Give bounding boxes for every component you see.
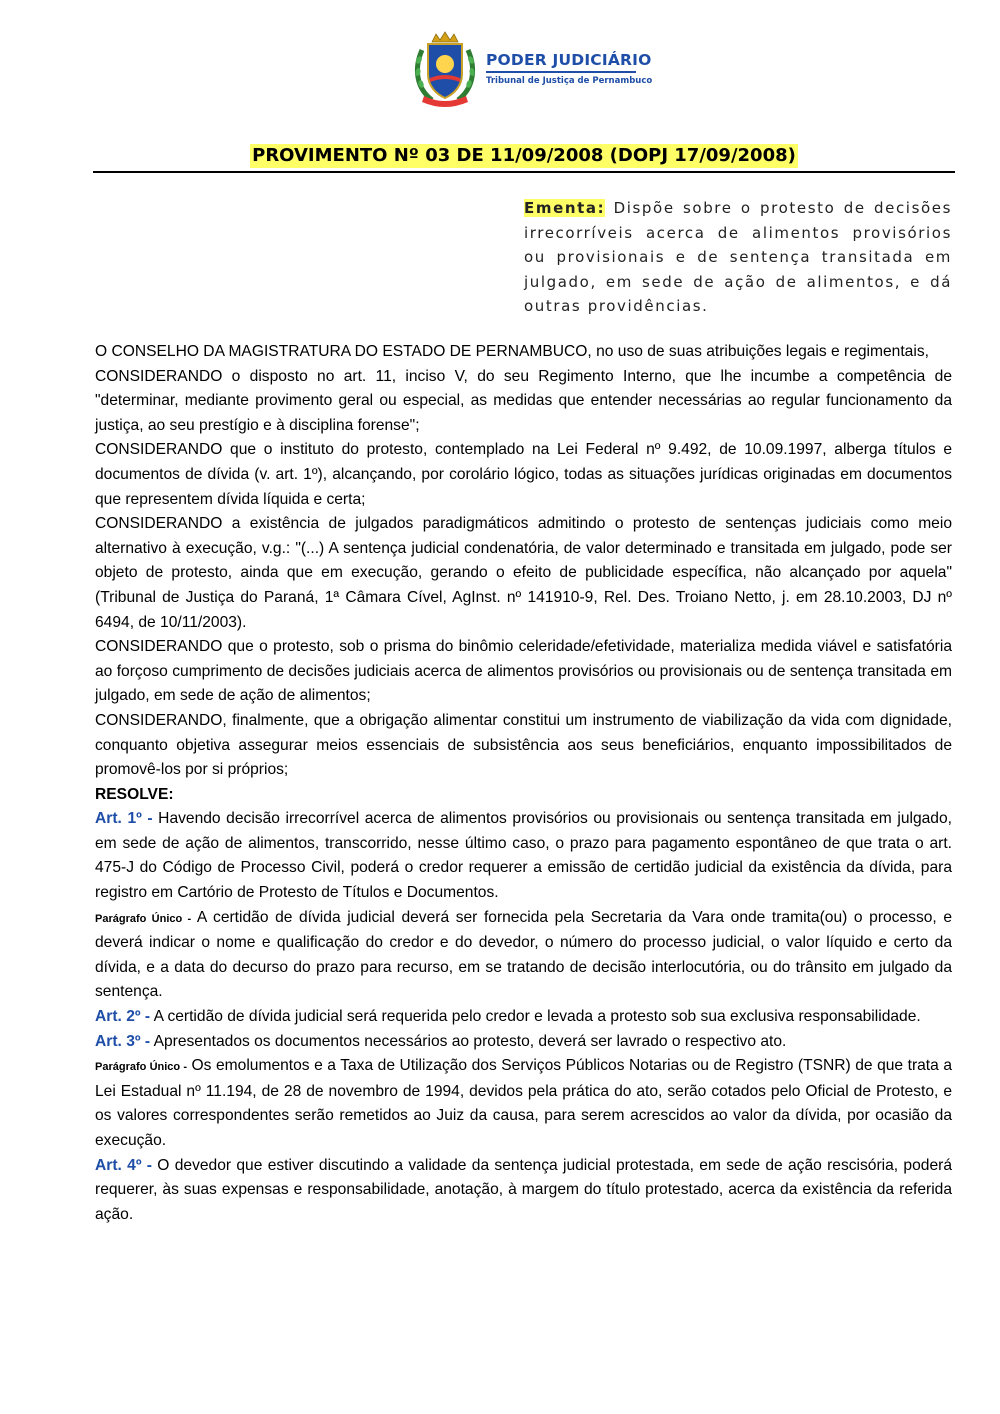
ementa: [524, 196, 952, 319]
article-2-text: A certidão de dívida judicial será requerida pelo credor e levada a protesto sob sua exclusiva responsabilidade.: [150, 1008, 921, 1026]
brand-divider: [486, 71, 636, 73]
resolve-heading: RESOLVE:: [95, 785, 174, 803]
considerando-3: CONSIDERANDO a existência de julgados paradigmáticos admitindo o protesto de sentenças judiciais como meio alternativo à execução, v.g.: "(...) A sentença judicial condenatória, de valor determinado e transitada em julgado, pode ser objeto de protesto, ainda que em execução, gerando o efeito de publicidade específica, não alcançado por aquela" (Tribunal de Justiça do Paraná, 1ª Câmara Cível, AgInst. nº 141910-9, Rel. Des. Troiano Netto, j. em 28.10.2003, DJ nº 6494, de 10/11/2003).: [95, 515, 952, 631]
document-body: [95, 340, 952, 1227]
document-title: PROVIMENTO Nº 03 DE 11/09/2008 (DOPJ 17/09/2008): [252, 145, 796, 166]
article-4-label: Art. 4º -: [95, 1156, 153, 1174]
article-2: [95, 1005, 952, 1030]
article-3-text: Apresentados os documentos necessários ao protesto, deverá ser lavrado o respectivo ato.: [150, 1032, 787, 1050]
title-block: [93, 144, 955, 168]
paragraph-3-text: Os emolumentos e a Taxa de Utilização dos Serviços Públicos Notarias ou de Registro (TSNR) de que trata a Lei Estadual nº 11.194, de 28 de novembro de 1994, devidos pela prática do ato, serão cotados pelo Oficial de Protesto, e os valores correspondentes serão remetidos ao Juiz da causa, para serem acrescidos ao valor da dívida, por ocasião da execução.: [95, 1057, 952, 1149]
paragraph-1-label: Parágrafo Único -: [95, 912, 192, 925]
article-1: [95, 807, 952, 905]
coat-of-arms-icon: [410, 28, 480, 108]
brand-subtitle: Tribunal de Justiça de Pernambuco: [486, 75, 653, 86]
article-1-text: Havendo decisão irrecorrível acerca de alimentos provisórios ou provisionais ou sentença transitada em julgado, em sede de ação de alimentos, transcorrido, nesse último caso, o prazo para pagamento espontâneo de que trata o art. 475-J do Código de Processo Civil, poderá o credor requerer a emissão de certidão judicial da existência da dívida, para registro em Cartório de Protesto de Títulos e Documentos.: [95, 810, 952, 902]
preamble: O CONSELHO DA MAGISTRATURA DO ESTADO DE PERNAMBUCO, no uso de suas atribuições legais e regimentais,: [95, 343, 929, 360]
article-1-label: Art. 1º -: [95, 810, 153, 828]
article-3: [95, 1030, 952, 1055]
title-divider: [93, 171, 955, 173]
considerando-5: CONSIDERANDO, finalmente, que a obrigação alimentar constitui um instrumento de viabilização da vida com dignidade, conquanto objetiva assegurar meios essenciais de subsistência aos seus beneficiários, enquanto impossibilitados de promovê-los por si próprios;: [95, 711, 952, 779]
article-4-text: O devedor que estiver discutindo a validade da sentença judicial protestada, em sede de ação rescisória, poderá requerer, às suas expensas e responsabilidade, anotação, à margem do título protestado, acerca da existência da referida ação.: [95, 1156, 952, 1223]
article-3-label: Art. 3º -: [95, 1032, 151, 1050]
ementa-text: Dispõe sobre o protesto de decisões irrecorríveis acerca de alimentos provisórios ou provisionais e de sentença transitada em julgado, em sede de ação de alimentos, e dá outras providências.: [524, 199, 953, 315]
brand-block: [486, 51, 652, 86]
article-2-label: Art. 2º -: [95, 1008, 151, 1026]
page-header: [410, 28, 652, 108]
paragraph-3-label: Parágrafo Único -: [95, 1061, 188, 1074]
considerando-1: CONSIDERANDO o disposto no art. 11, inciso V, do seu Regimento Interno, que lhe incumbe a competência de "determinar, mediante provimento geral ou especial, as medidas que entender necessárias ao regular funcionamento da justiça, ao seu prestígio e à disciplina forense";: [95, 367, 952, 434]
considerando-4: CONSIDERANDO que o protesto, sob o prisma do binômio celeridade/efetividade, materializa medida viável e satisfatória ao forçoso cumprimento de decisões judiciais acerca de alimentos provisórios ou provisionais ou de sentença transitada em julgado, em sede de ação de alimentos;: [95, 638, 952, 705]
article-3-paragraph: [95, 1054, 952, 1153]
paragraph-1-text: A certidão de dívida judicial deverá ser fornecida pela Secretaria da Vara onde tramita(ou) o processo, e deverá indicar o nome e qualificação do credor e do devedor, o número do processo judicial, o valor líquido e certo da dívida, e a data do decurso do prazo para recurso, em se tratando de decisão interlocutória, ou do trânsito em julgado da sentença.: [95, 908, 953, 1001]
article-1-paragraph: [95, 906, 952, 1005]
article-4: [95, 1154, 952, 1228]
brand-title: PODER JUDICIÁRIO: [486, 50, 652, 69]
ementa-label: Ementa:: [524, 199, 606, 217]
considerando-2: CONSIDERANDO que o instituto do protesto, contemplado na Lei Federal nº 9.492, de 10.09.1997, alberga títulos e documentos de dívida (v. art. 1º), alcançando, por corolário lógico, todas as situações jurídicas originadas em documentos que representem dívida líquida e certa;: [95, 441, 952, 508]
